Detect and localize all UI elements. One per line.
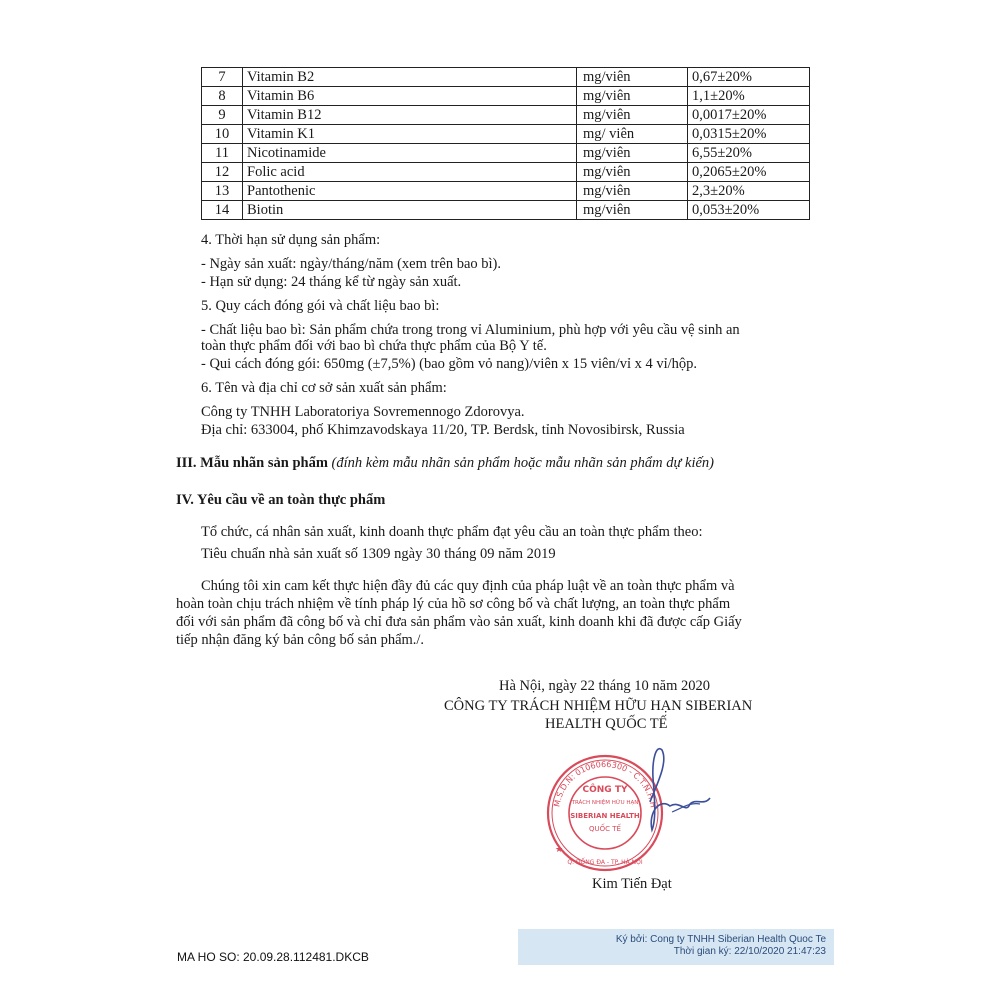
svg-text:SIBERIAN HEALTH: SIBERIAN HEALTH bbox=[570, 812, 640, 820]
case-code: MA HO SO: 20.09.28.112481.DKCB bbox=[177, 950, 369, 964]
company-name-line1: CÔNG TY TRÁCH NHIỆM HỮU HẠN SIBERIAN bbox=[444, 698, 753, 714]
svg-text:Q. ĐỐNG ĐA - TP. HÀ NỘI: Q. ĐỐNG ĐA - TP. HÀ NỘI bbox=[567, 859, 643, 866]
cell-value: 1,1±20% bbox=[688, 87, 810, 106]
table-row bbox=[202, 68, 810, 87]
svg-text:CÔNG TY: CÔNG TY bbox=[582, 785, 628, 795]
cell-no: 7 bbox=[202, 68, 243, 87]
digital-signature-box bbox=[518, 929, 834, 965]
signature-area bbox=[540, 742, 760, 872]
cell-value: 0,67±20% bbox=[688, 68, 810, 87]
sec-iv-heading: IV. Yêu cầu về an toàn thực phẩm bbox=[176, 492, 386, 508]
cell-no: 13 bbox=[202, 182, 243, 201]
company-stamp bbox=[540, 742, 760, 872]
sec3-line bbox=[176, 455, 714, 472]
cell-unit: mg/viên bbox=[577, 106, 688, 125]
sec3-note: (đính kèm mẫu nhãn sản phẩm hoặc mẫu nhãn sản phẩm dự kiến) bbox=[331, 455, 714, 471]
cell-name: Vitamin B2 bbox=[243, 68, 577, 87]
sec3-heading: III. Mẫu nhãn sản phẩm bbox=[176, 455, 328, 471]
sec5-line2: - Qui cách đóng gói: 650mg (±7,5%) (bao gồm vỏ nang)/viên x 15 viên/vỉ x 4 vỉ/hộp. bbox=[201, 356, 698, 372]
cell-value: 0,0017±20% bbox=[688, 106, 810, 125]
sec4-line2: - Hạn sử dụng: 24 tháng kể từ ngày sản xuất. bbox=[201, 274, 462, 290]
table-row bbox=[202, 125, 810, 144]
cell-unit: mg/viên bbox=[577, 144, 688, 163]
commit-line2: hoàn toàn chịu trách nhiệm về tính pháp lý của hồ sơ công bố và chất lượng, an toàn thực phẩm bbox=[176, 596, 731, 612]
cell-unit: mg/ viên bbox=[577, 125, 688, 144]
table-row bbox=[202, 106, 810, 125]
cell-unit: mg/viên bbox=[577, 87, 688, 106]
cell-name: Folic acid bbox=[243, 163, 577, 182]
cell-no: 9 bbox=[202, 106, 243, 125]
sec4-line1: - Ngày sản xuất: ngày/tháng/năm (xem trên bao bì). bbox=[201, 256, 501, 272]
cell-value: 0,2065±20% bbox=[688, 163, 810, 182]
signature-stroke bbox=[650, 749, 710, 830]
cell-name: Pantothenic bbox=[243, 182, 577, 201]
cell-name: Vitamin B6 bbox=[243, 87, 577, 106]
cell-value: 0,053±20% bbox=[688, 201, 810, 220]
company-name-line2: HEALTH QUỐC TẾ bbox=[545, 716, 668, 732]
signed-by: Ký bởi: Cong ty TNHH Siberian Health Quoc Te bbox=[615, 934, 826, 945]
sec4-heading: 4. Thời hạn sử dụng sản phẩm: bbox=[201, 232, 381, 248]
sec6-address: Địa chỉ: 633004, phố Khimzavodskaya 11/20, TP. Berdsk, tỉnh Novosibirsk, Russia bbox=[201, 422, 685, 438]
table-row bbox=[202, 163, 810, 182]
cell-unit: mg/viên bbox=[577, 201, 688, 220]
cell-name: Biotin bbox=[243, 201, 577, 220]
table-row bbox=[202, 144, 810, 163]
cell-name: Vitamin B12 bbox=[243, 106, 577, 125]
signer-name: Kim Tiến Đạt bbox=[592, 876, 672, 892]
svg-text:M.S.D.N: 0106066300 - C.T.N.H.: M.S.D.N: 0106066300 - C.T.N.H.H bbox=[552, 759, 658, 809]
sec6-company: Công ty TNHH Laboratoriya Sovremennogo Zdorovya. bbox=[201, 404, 525, 420]
sec-iv-line1: Tổ chức, cá nhân sản xuất, kinh doanh thực phẩm đạt yêu cầu an toàn thực phẩm theo: bbox=[201, 524, 703, 540]
cell-unit: mg/viên bbox=[577, 182, 688, 201]
svg-text:TRÁCH NHIỆM HỮU HẠN: TRÁCH NHIỆM HỮU HẠN bbox=[571, 800, 639, 806]
commit-line1: Chúng tôi xin cam kết thực hiện đầy đủ các quy định của pháp luật về an toàn thực phẩm và bbox=[201, 578, 735, 594]
nutrition-table bbox=[201, 67, 810, 220]
table-row bbox=[202, 201, 810, 220]
cell-value: 2,3±20% bbox=[688, 182, 810, 201]
cell-no: 8 bbox=[202, 87, 243, 106]
sec5-heading: 5. Quy cách đóng gói và chất liệu bao bì: bbox=[201, 298, 440, 314]
cell-no: 10 bbox=[202, 125, 243, 144]
svg-text:★: ★ bbox=[555, 844, 564, 854]
place-date: Hà Nội, ngày 22 tháng 10 năm 2020 bbox=[499, 678, 711, 694]
sec6-heading: 6. Tên và địa chỉ cơ sở sản xuất sản phẩm: bbox=[201, 380, 447, 396]
cell-name: Nicotinamide bbox=[243, 144, 577, 163]
signed-time: Thời gian ký: 22/10/2020 21:47:23 bbox=[673, 946, 826, 957]
table-row bbox=[202, 182, 810, 201]
svg-text:QUỐC TẾ: QUỐC TẾ bbox=[589, 825, 621, 833]
cell-unit: mg/viên bbox=[577, 68, 688, 87]
sec5-line1b: toàn thực phẩm đối với bao bì chứa thực phẩm của Bộ Y tế. bbox=[201, 338, 547, 354]
cell-unit: mg/viên bbox=[577, 163, 688, 182]
cell-value: 6,55±20% bbox=[688, 144, 810, 163]
cell-value: 0,0315±20% bbox=[688, 125, 810, 144]
cell-no: 11 bbox=[202, 144, 243, 163]
sec-iv-line2: Tiêu chuẩn nhà sản xuất số 1309 ngày 30 tháng 09 năm 2019 bbox=[201, 546, 556, 562]
cell-no: 12 bbox=[202, 163, 243, 182]
cell-no: 14 bbox=[202, 201, 243, 220]
table-row bbox=[202, 87, 810, 106]
commit-line3: đối với sản phẩm đã công bố và chỉ đưa sản phẩm vào sản xuất, kinh doanh khi đã được cấp Giấy bbox=[176, 614, 742, 630]
sec5-line1a: - Chất liệu bao bì: Sản phẩm chứa trong trong vỉ Aluminium, phù hợp với yêu cầu vệ sinh an bbox=[201, 322, 740, 338]
commit-line4: tiếp nhận đăng ký bản công bố sản phẩm./. bbox=[176, 632, 425, 648]
cell-name: Vitamin K1 bbox=[243, 125, 577, 144]
